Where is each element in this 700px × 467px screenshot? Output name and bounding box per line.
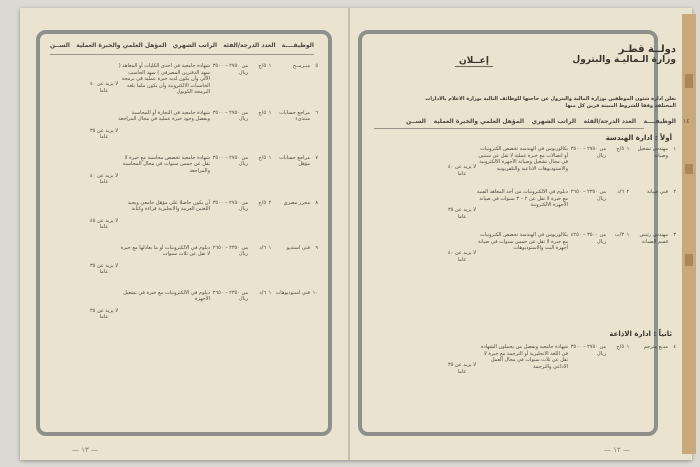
- job-number: ٩: [315, 244, 318, 251]
- header-age: الســن: [50, 42, 70, 49]
- header-salary: الراتب الشهري: [172, 42, 218, 49]
- header-job: الوظيفــــة: [281, 42, 314, 49]
- right-page: [350, 8, 692, 460]
- issuer-block: [572, 44, 676, 65]
- left-job-rows: [48, 63, 318, 335]
- job-qualification: دبلوم في الالكترونيات من أحد المعاهد الفنية مع خبرة لا تقل عن ٢ – ٣ سنوات في صيانة الأجهزة الالكترونية: [476, 189, 568, 208]
- job-age: لا يزيد عن ٤٠ عاما: [90, 172, 118, 185]
- left-page: [20, 8, 348, 460]
- edge-stripe: [685, 164, 693, 174]
- job-grade: ٦/د: [617, 189, 624, 195]
- right-header-rule: [374, 128, 644, 129]
- job-salary: من ٢٣٥٠ – ٢٦٥٠ ريال: [570, 189, 606, 202]
- header-age: الســن: [406, 118, 426, 125]
- job-qualification: دبلوم في الالكترونيات أو ما يعادلها مع خبرة لا تقل عن ثلاث سنوات: [120, 244, 210, 257]
- left-table-header: [50, 42, 314, 49]
- job-count: ١: [268, 244, 272, 251]
- job-salary: من ٢٧٥٠ – ٣٥٠٠ ريال: [570, 344, 606, 357]
- right-page-number: — ١٢ —: [604, 446, 630, 454]
- job-row: [48, 63, 318, 96]
- job-count: ١: [626, 232, 630, 238]
- job-title: مهندس رئيس قسم الصيانة: [639, 232, 668, 245]
- section-engineering: أولاً : ادارة الهندسة: [605, 134, 672, 142]
- next-page-edge: [682, 14, 696, 454]
- job-count: ١: [268, 289, 272, 296]
- left-page-number: — ١٣ —: [72, 446, 98, 454]
- job-qualification: شهادة جامعية ويفضل من يحملون الشهادة في اللغة الانجليزية أو الترجمة مع خبرة لا تقل عن ثلاث سنوات في مجال العمل الاذاعي والترجمة: [480, 344, 568, 370]
- job-row: [404, 232, 676, 263]
- job-grade: ٦/د: [259, 244, 266, 251]
- job-row: [48, 155, 318, 186]
- header-qualification: المؤهل العلمي والخبرة العملية: [76, 42, 167, 49]
- job-row: [48, 290, 318, 321]
- job-number: ٢: [673, 189, 676, 195]
- header-count-grade: العدد الدرجة/الفئة: [223, 42, 276, 49]
- job-count: ٢: [268, 199, 272, 206]
- job-count: ١: [626, 344, 630, 350]
- job-grade: ٥/ج: [616, 344, 624, 350]
- issuer-ministry: وزارة الـماليـة والبترول: [572, 55, 676, 65]
- job-title: فني استديو: [286, 244, 310, 251]
- announcement-title: إعــلان: [455, 56, 493, 67]
- edge-stripe: [685, 254, 693, 266]
- job-salary: من ٣٥٠٠ – ٤٢٥٠ ريال: [570, 232, 606, 245]
- edge-stripe: [685, 74, 693, 88]
- job-age: لا يزيد عن ٤٠ عاما: [448, 250, 476, 263]
- job-salary: من ٢٧٥٠ – ٣٥٠٠ ريال: [212, 109, 248, 122]
- section-radio: ثانياً : ادارة الاذاعة: [609, 330, 672, 338]
- job-salary: من ٢٧٥٠ – ٣٥٠٠ ريال: [570, 146, 606, 159]
- job-age: لا يزيد عن ٤٠ عاما: [90, 81, 118, 94]
- job-grade: ٥/ج: [258, 199, 266, 206]
- job-age: لا يزيد عن ٣٥ عاما: [90, 127, 118, 140]
- job-salary: من ٢٣٥٠ – ٢٦٥٠ ريال: [212, 244, 248, 257]
- job-title: محرر مصري: [283, 199, 310, 206]
- left-header-rule: [50, 54, 314, 55]
- job-count: ١: [268, 109, 272, 116]
- job-grade: ٥/ج: [258, 63, 266, 69]
- job-age: لا يزيد عن ٣٥ عاما: [448, 207, 476, 220]
- job-grade: ٥/ج: [258, 154, 266, 161]
- job-number: ١٠: [312, 289, 318, 296]
- job-qualification: شهادة جامعية تخصص محاسبة مع خبرة لا تقل عن خمس سنوات في مجال المحاسبة والمراجعة: [122, 154, 210, 174]
- job-age: لا يزيد عن ٤٥ عاما: [90, 217, 118, 230]
- issuer-country: دولــة قطـر: [618, 44, 676, 55]
- job-qualification: بكالوريوس في الهندسة تخصص الكترونيات مع خبرة لا تقل عن خمس سنوات في صيانة أجهزة البث والاستوديوهات: [477, 232, 568, 251]
- job-qualification: أن يكون حاصلا على مؤهل جامعي ويجيد اللغتين العربية والانجليزية قراءة وكتابة: [127, 199, 210, 212]
- job-age: لا يزيد عن ٤٠ عاما: [448, 164, 476, 177]
- job-number: ٤: [673, 344, 676, 350]
- job-row: [48, 245, 318, 276]
- job-title: مهندس تشغيل وصيانة: [637, 146, 668, 159]
- job-row: [404, 344, 676, 375]
- job-number: ٦: [315, 109, 318, 116]
- job-title: مراجع حسابات مبتدىء: [279, 109, 310, 122]
- job-row: [48, 110, 318, 141]
- job-salary: من ٢٣٥٠ – ٢٦٥٠ ريال: [212, 289, 248, 302]
- job-row: [404, 189, 676, 220]
- job-age: لا يزيد عن ٣٥ عاما: [90, 307, 118, 320]
- job-row: [48, 200, 318, 231]
- announcement-intro: تعلن ادارة شئون الموظفين بوزارة المالية والبترول عن حاجتها للوظائف التالية بوزارة الاعلام بالادارات المختلفة وفقا للشروط المبينة قرين كل منها: [425, 96, 676, 109]
- job-grade: ٦/د: [259, 289, 266, 296]
- next-page-number: ١٤: [683, 118, 690, 125]
- job-count: ٢: [626, 189, 630, 195]
- job-qualification: دبلوم في الالكترونيات مع خبرة في تشغيل الأجهزة: [123, 289, 210, 302]
- job-number: ٧: [315, 154, 318, 161]
- job-title: فني صيانة: [646, 189, 668, 195]
- job-row: [404, 146, 676, 177]
- header-qualification: المؤهل العلمي والخبرة العملية: [433, 118, 525, 125]
- job-salary: من ٢٧٥٠ – ٣٥٠٠ ريال: [212, 199, 248, 212]
- right-table-header: [406, 118, 676, 125]
- job-salary: من ٢٧٥٠ – ٣٥٠٠ ريال: [212, 63, 248, 76]
- job-qualification: بكالوريوس في الهندسة تخصص الكترونيات أو اتصالات مع خبرة عملية لا تقل عن سنتين في مجال تشغيل وصيانة الأجهزة الالكترونية والاستوديوهات الاذاعية والتلفزيونية: [478, 146, 568, 172]
- header-salary: الراتب الشهري: [531, 118, 577, 125]
- job-qualification: شهادة جامعية في التجارة أو المحاسبة ويفضل وجود خبرة عملية في مجال المراجعة: [118, 109, 210, 122]
- job-number: ٨: [315, 199, 318, 206]
- header-job: الوظيفــــة: [643, 118, 676, 125]
- job-age: لا يزيد عن ٣٥ عاما: [448, 362, 476, 375]
- radio-job-rows: [404, 344, 676, 383]
- job-grade: ٣/ب: [614, 232, 624, 238]
- job-title: فني استوديوهات: [275, 289, 310, 296]
- job-title: مبـرمــج: [292, 63, 310, 69]
- job-salary: من ٢٧٥٠ – ٣٥٠٠ ريال: [212, 154, 248, 167]
- header-count-grade: العدد الدرجة/الفئة: [583, 118, 637, 125]
- job-count: ١: [268, 63, 272, 69]
- job-count: ١: [626, 146, 630, 152]
- job-grade: ٥/ج: [616, 146, 624, 152]
- job-number: ٣: [673, 232, 676, 238]
- engineering-job-rows: [404, 146, 676, 275]
- job-grade: ٥/ج: [258, 109, 266, 116]
- job-title: مراجع حسابات مؤهل: [279, 154, 310, 167]
- job-number: ٥: [315, 63, 318, 69]
- job-age: لا يزيد عن ٣٥ عاما: [90, 262, 118, 275]
- job-count: ١: [268, 154, 272, 161]
- job-title: مذيع مترجم: [643, 344, 668, 350]
- job-number: ١: [673, 146, 676, 152]
- job-qualification: شهادة جامعية في احدى الكليات أو المعاهد ( سهد الدفترين المصرفي ) سهد الحاسب الآلي وأن يكون لديه خبرة عملية في برمجة الحاسبات الالكترونية وأن يكون ملما بلغة البرمجة الكوبول: [118, 63, 210, 95]
